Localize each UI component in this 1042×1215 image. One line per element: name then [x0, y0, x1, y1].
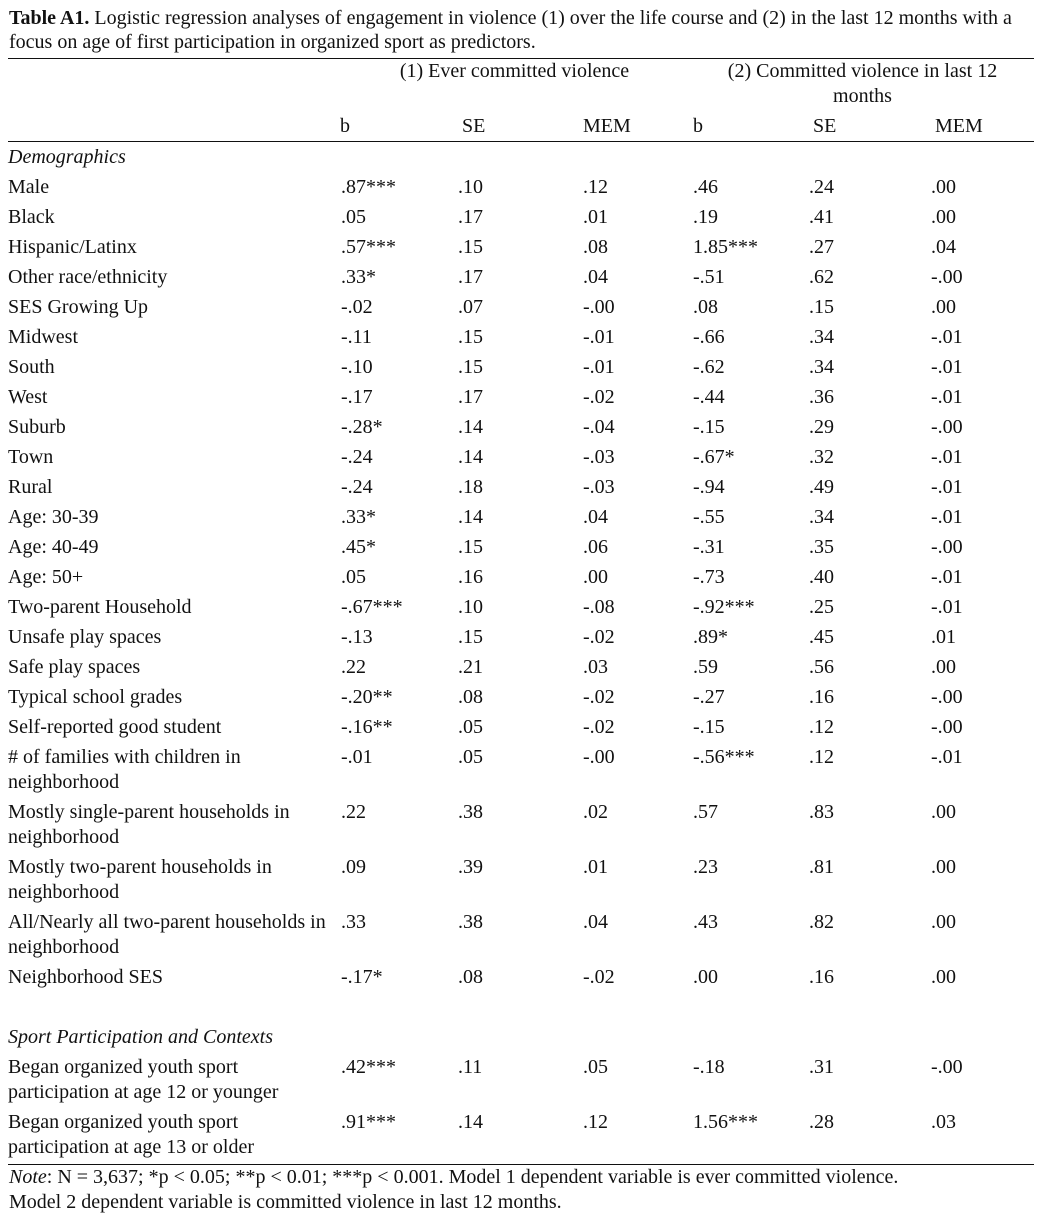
se-value-model-2: .34: [809, 326, 834, 348]
table-row: [8, 292, 1034, 322]
mem-value-model-2: -.01: [931, 596, 963, 618]
mem-value-model-1: -.00: [583, 746, 615, 768]
se-value-model-1: .14: [458, 1111, 483, 1133]
se-value-model-1: .15: [458, 626, 483, 648]
se-value-model-1: .08: [458, 966, 483, 988]
mem-value-model-1: -.02: [583, 686, 615, 708]
se-value-model-2: .83: [809, 801, 834, 823]
se-value-model-1: .16: [458, 566, 483, 588]
se-value-model-1: .05: [458, 746, 483, 768]
b-value-model-2: .00: [693, 966, 718, 988]
se-value-model-1: .07: [458, 296, 483, 318]
table-row: [8, 502, 1034, 532]
table-row: [8, 172, 1034, 202]
b-value-model-2: .59: [693, 656, 718, 678]
table-row: [8, 1107, 1034, 1162]
b-value-model-2: -.67*: [693, 446, 735, 468]
table-row: [8, 852, 1034, 907]
b-value-model-2: -.92***: [693, 596, 755, 618]
mem-value-model-1: -.03: [583, 476, 615, 498]
variable-label: Age: 30-39: [8, 505, 99, 528]
section-title: Sport Participation and Contexts: [8, 1026, 273, 1048]
mem-value-model-2: .01: [931, 626, 956, 648]
b-value-model-1: .05: [341, 566, 366, 588]
mem-value-model-1: -.04: [583, 416, 615, 438]
table-row: [8, 352, 1034, 382]
b-value-model-2: -.62: [693, 356, 725, 378]
b-value-model-2: .23: [693, 856, 718, 878]
variable-label: Hispanic/Latinx: [8, 235, 137, 258]
b-value-model-1: .33*: [341, 266, 376, 288]
section-spacer-cell: [8, 992, 1034, 1022]
se-value-model-1: .10: [458, 176, 483, 198]
mem-value-model-1: .12: [583, 1111, 608, 1133]
b-value-model-1: .22: [341, 656, 366, 678]
se-column-header-model-2: SE: [809, 109, 927, 142]
b-column-header-model-2: b: [691, 109, 809, 142]
b-value-model-2: -.56***: [693, 746, 755, 768]
b-value-model-2: -.15: [693, 716, 725, 738]
table-caption: [8, 6, 1034, 54]
se-value-model-1: .18: [458, 476, 483, 498]
empty-header-cell: [8, 59, 338, 109]
se-value-model-2: .12: [809, 746, 834, 768]
model-2-header: [691, 59, 1034, 109]
mem-value-model-2: -.00: [931, 686, 963, 708]
b-value-model-1: -.24: [341, 476, 373, 498]
variable-label: Midwest: [8, 325, 78, 348]
table-row: [8, 442, 1034, 472]
se-value-model-1: .17: [458, 266, 483, 288]
se-value-model-2: .49: [809, 476, 834, 498]
b-value-model-1: .87***: [341, 176, 396, 198]
table-row: [8, 262, 1034, 292]
b-value-model-2: 1.56***: [693, 1111, 758, 1133]
variable-label: Other race/ethnicity: [8, 265, 168, 288]
se-value-model-2: .40: [809, 566, 834, 588]
se-value-model-2: .36: [809, 386, 834, 408]
table-row: [8, 622, 1034, 652]
mem-value-model-2: -.01: [931, 446, 963, 468]
mem-value-model-1: -.01: [583, 356, 615, 378]
b-value-model-2: -.18: [693, 1056, 725, 1078]
b-value-model-1: -.16**: [341, 716, 393, 738]
table-row: [8, 472, 1034, 502]
mem-value-model-1: -.02: [583, 626, 615, 648]
se-value-model-1: .10: [458, 596, 483, 618]
se-value-model-2: .81: [809, 856, 834, 878]
variable-label: SES Growing Up: [8, 295, 149, 318]
se-value-model-2: .56: [809, 656, 834, 678]
table-row: [8, 412, 1034, 442]
variable-label: Self-reported good student: [8, 715, 222, 738]
variable-label: Began organized youth sport participation at age 13 or older: [8, 1110, 255, 1158]
table-caption-label: Table A1.: [9, 7, 90, 29]
se-value-model-1: .15: [458, 536, 483, 558]
table-note-text-1: : N = 3,637; *p < 0.05; **p < 0.01; ***p < 0.001. Model 1 dependent variable is ever committed violence.: [46, 1166, 899, 1188]
model-1-header: [338, 59, 691, 109]
se-value-model-2: .12: [809, 716, 834, 738]
se-value-model-2: .41: [809, 206, 834, 228]
table-row: [8, 1052, 1034, 1107]
model-2-title-line1: (2) Committed violence in last 12: [727, 60, 998, 82]
regression-table: [8, 59, 1034, 1162]
se-value-model-1: .15: [458, 236, 483, 258]
se-value-model-1: .21: [458, 656, 483, 678]
b-value-model-2: .57: [693, 801, 718, 823]
mem-value-model-2: -.00: [931, 266, 963, 288]
section-title: Demographics: [8, 146, 126, 168]
se-value-model-1: .17: [458, 206, 483, 228]
model-1-title: (1) Ever committed violence: [399, 60, 630, 82]
table-row: [8, 322, 1034, 352]
column-header-row: [8, 109, 1034, 142]
b-value-model-1: -.17: [341, 386, 373, 408]
mem-value-model-2: -.01: [931, 386, 963, 408]
table-row: [8, 232, 1034, 262]
section-header-row: [8, 142, 1034, 173]
mem-value-model-1: .00: [583, 566, 608, 588]
mem-value-model-2: .00: [931, 176, 956, 198]
mem-value-model-1: .04: [583, 911, 608, 933]
se-value-model-1: .14: [458, 506, 483, 528]
mem-value-model-2: -.01: [931, 476, 963, 498]
b-value-model-1: .22: [341, 801, 366, 823]
se-value-model-2: .15: [809, 296, 834, 318]
document-page: [8, 6, 1034, 1215]
variable-label: Safe play spaces: [8, 655, 141, 678]
mem-value-model-1: -.02: [583, 966, 615, 988]
mem-value-model-2: .00: [931, 296, 956, 318]
mem-value-model-1: .12: [583, 176, 608, 198]
variable-label: Neighborhood SES: [8, 965, 163, 988]
mem-value-model-2: -.01: [931, 356, 963, 378]
se-value-model-2: .35: [809, 536, 834, 558]
mem-column-header-model-1: MEM: [575, 109, 691, 142]
se-value-model-2: .25: [809, 596, 834, 618]
mem-value-model-1: .05: [583, 1056, 608, 1078]
b-value-model-2: -.55: [693, 506, 725, 528]
mem-value-model-1: .04: [583, 266, 608, 288]
mem-value-model-2: -.00: [931, 716, 963, 738]
mem-value-model-1: .01: [583, 206, 608, 228]
variable-label: West: [8, 385, 48, 408]
se-value-model-2: .45: [809, 626, 834, 648]
b-value-model-1: .33*: [341, 506, 376, 528]
variable-label: Town: [8, 445, 54, 468]
b-value-model-1: -.10: [341, 356, 373, 378]
se-value-model-2: .82: [809, 911, 834, 933]
mem-value-model-2: -.01: [931, 566, 963, 588]
model-2-title-line2: months: [833, 85, 892, 107]
table-row: [8, 652, 1034, 682]
mem-column-header-model-2: MEM: [927, 109, 1034, 142]
b-value-model-1: .42***: [341, 1056, 396, 1078]
b-value-model-1: -.13: [341, 626, 373, 648]
mem-value-model-1: .04: [583, 506, 608, 528]
b-value-model-2: -.44: [693, 386, 725, 408]
table-note-line-1: [9, 1165, 1034, 1190]
mem-value-model-2: .00: [931, 801, 956, 823]
se-value-model-2: .34: [809, 356, 834, 378]
mem-value-model-2: -.00: [931, 536, 963, 558]
se-value-model-1: .15: [458, 326, 483, 348]
table-row: [8, 742, 1034, 797]
mem-value-model-2: .00: [931, 206, 956, 228]
mem-value-model-2: .00: [931, 911, 956, 933]
variable-label: Began organized youth sport participation at age 12 or younger: [8, 1055, 279, 1103]
mem-value-model-2: .00: [931, 856, 956, 878]
section-spacer: [8, 992, 1034, 1022]
se-value-model-2: .32: [809, 446, 834, 468]
se-value-model-2: .28: [809, 1111, 834, 1133]
table-row: [8, 202, 1034, 232]
variable-label: Mostly single-parent households in neighborhood: [8, 800, 290, 848]
se-value-model-1: .14: [458, 416, 483, 438]
table-note-line-2: Model 2 dependent variable is committed violence in last 12 months.: [9, 1191, 562, 1213]
se-value-model-1: .05: [458, 716, 483, 738]
mem-value-model-1: -.03: [583, 446, 615, 468]
mem-value-model-1: .08: [583, 236, 608, 258]
b-value-model-1: .45*: [341, 536, 376, 558]
se-value-model-1: .39: [458, 856, 483, 878]
mem-value-model-2: -.01: [931, 506, 963, 528]
b-value-model-1: -.11: [341, 326, 372, 348]
variable-label: Typical school grades: [8, 685, 183, 708]
se-value-model-1: .38: [458, 801, 483, 823]
variable-label: Rural: [8, 475, 53, 498]
se-value-model-1: .14: [458, 446, 483, 468]
table-note: [8, 1165, 1034, 1215]
b-value-model-2: -.15: [693, 416, 725, 438]
se-value-model-2: .34: [809, 506, 834, 528]
variable-label: South: [8, 355, 55, 378]
b-value-model-2: .08: [693, 296, 718, 318]
mem-value-model-2: -.01: [931, 326, 963, 348]
variable-label: All/Nearly all two-parent households in neighborhood: [8, 910, 326, 958]
se-value-model-1: .11: [458, 1056, 483, 1078]
se-value-model-2: .31: [809, 1056, 834, 1078]
mem-value-model-2: .03: [931, 1111, 956, 1133]
b-value-model-1: .33: [341, 911, 366, 933]
variable-label: Age: 40-49: [8, 535, 99, 558]
mem-value-model-1: -.02: [583, 386, 615, 408]
table-row: [8, 712, 1034, 742]
section-header-row: [8, 1022, 1034, 1052]
b-value-model-2: .43: [693, 911, 718, 933]
mem-value-model-2: -.00: [931, 416, 963, 438]
b-value-model-2: .19: [693, 206, 718, 228]
variable-label: Age: 50+: [8, 565, 84, 588]
variable-column-header: [8, 109, 338, 142]
mem-value-model-1: .02: [583, 801, 608, 823]
mem-value-model-2: -.00: [931, 1056, 963, 1078]
se-value-model-2: .62: [809, 266, 834, 288]
variable-label: # of families with children in neighborhood: [8, 745, 241, 793]
b-value-model-2: -.31: [693, 536, 725, 558]
table-row: [8, 962, 1034, 992]
model-header-row: [8, 59, 1034, 109]
se-value-model-2: .29: [809, 416, 834, 438]
mem-value-model-1: -.00: [583, 296, 615, 318]
variable-label: Black: [8, 205, 55, 228]
mem-value-model-2: .00: [931, 656, 956, 678]
b-value-model-2: 1.85***: [693, 236, 758, 258]
variable-label: Suburb: [8, 415, 66, 438]
variable-label: Two-parent Household: [8, 595, 192, 618]
mem-value-model-1: -.02: [583, 716, 615, 738]
mem-value-model-1: -.01: [583, 326, 615, 348]
b-value-model-2: .89*: [693, 626, 728, 648]
b-value-model-1: -.28*: [341, 416, 383, 438]
mem-value-model-1: .01: [583, 856, 608, 878]
se-value-model-1: .15: [458, 356, 483, 378]
b-value-model-1: .91***: [341, 1111, 396, 1133]
table-row: [8, 592, 1034, 622]
table-row: [8, 907, 1034, 962]
b-value-model-1: .05: [341, 206, 366, 228]
b-value-model-1: -.67***: [341, 596, 403, 618]
b-value-model-2: -.66: [693, 326, 725, 348]
variable-label: Mostly two-parent households in neighborhood: [8, 855, 272, 903]
table-caption-text: Logistic regression analyses of engagement in violence (1) over the life course and (2) in the last 12 months with a focus on age of first participation in organized sport as predictors.: [9, 7, 1012, 53]
table-row: [8, 382, 1034, 412]
mem-value-model-2: .00: [931, 966, 956, 988]
se-value-model-1: .08: [458, 686, 483, 708]
b-value-model-2: .46: [693, 176, 718, 198]
b-value-model-2: -.73: [693, 566, 725, 588]
table-row: [8, 797, 1034, 852]
table-note-label: Note: [9, 1166, 47, 1188]
b-value-model-1: -.17*: [341, 966, 383, 988]
se-value-model-2: .24: [809, 176, 834, 198]
b-value-model-1: -.24: [341, 446, 373, 468]
b-value-model-2: -.51: [693, 266, 725, 288]
table-row: [8, 562, 1034, 592]
variable-label: Male: [8, 175, 50, 198]
mem-value-model-1: .06: [583, 536, 608, 558]
b-value-model-1: -.01: [341, 746, 373, 768]
se-value-model-2: .16: [809, 966, 834, 988]
mem-value-model-2: .04: [931, 236, 956, 258]
b-value-model-1: -.02: [341, 296, 373, 318]
mem-value-model-1: .03: [583, 656, 608, 678]
b-column-header-model-1: b: [338, 109, 458, 142]
b-value-model-1: -.20**: [341, 686, 393, 708]
table-row: [8, 532, 1034, 562]
se-value-model-2: .16: [809, 686, 834, 708]
mem-value-model-1: -.08: [583, 596, 615, 618]
se-value-model-1: .38: [458, 911, 483, 933]
mem-value-model-2: -.01: [931, 746, 963, 768]
variable-label: Unsafe play spaces: [8, 625, 162, 648]
table-row: [8, 682, 1034, 712]
b-value-model-2: -.27: [693, 686, 725, 708]
se-value-model-2: .27: [809, 236, 834, 258]
se-value-model-1: .17: [458, 386, 483, 408]
b-value-model-2: -.94: [693, 476, 725, 498]
b-value-model-1: .57***: [341, 236, 396, 258]
b-value-model-1: .09: [341, 856, 366, 878]
se-column-header-model-1: SE: [458, 109, 575, 142]
